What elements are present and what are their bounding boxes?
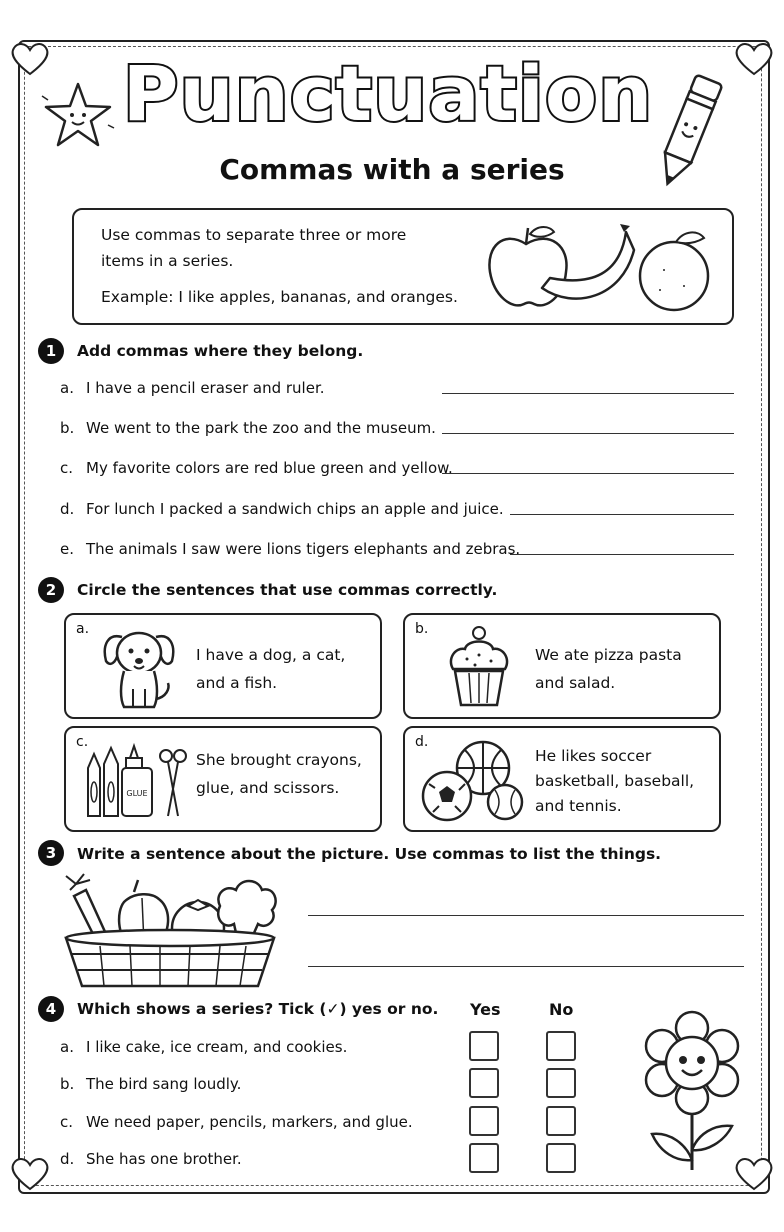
answer-line-1e[interactable]	[510, 554, 734, 555]
no-checkbox-a[interactable]	[546, 1031, 576, 1061]
section-4-number: 4	[38, 996, 64, 1022]
exercise-4d: d. She has one brother.	[60, 1150, 242, 1168]
heart-icon	[10, 40, 50, 76]
sentence-card-c[interactable]	[64, 726, 382, 832]
vegetable-basket-icon	[60, 872, 280, 990]
sentence-card-a[interactable]	[64, 613, 382, 719]
section-4-title: Which shows a series? Tick (✓) yes or no.	[77, 1000, 439, 1018]
rule-box	[72, 208, 734, 325]
card-sentence: I have a dog, a cat, and a fish.	[196, 646, 346, 692]
school-supplies-icon	[84, 744, 188, 822]
page-title	[118, 42, 658, 142]
section-1-title: Add commas where they belong.	[77, 342, 364, 360]
card-sentence: We ate pizza pasta and salad.	[535, 646, 682, 692]
sentence-card-d[interactable]	[403, 726, 721, 832]
section-3-number: 3	[38, 840, 64, 866]
exercise-1a: a. I have a pencil eraser and ruler.	[60, 379, 325, 397]
rule-line-2: items in a series.	[101, 252, 234, 270]
card-letter: b.	[415, 621, 429, 637]
no-checkbox-c[interactable]	[546, 1106, 576, 1136]
column-no-header: No	[549, 1000, 574, 1019]
card-letter: a.	[76, 621, 90, 637]
section-2-number: 2	[38, 577, 64, 603]
section-3-title: Write a sentence about the picture. Use commas to list the things.	[77, 845, 662, 863]
no-checkbox-b[interactable]	[546, 1068, 576, 1098]
exercise-4b: b. The bird sang loudly.	[60, 1075, 242, 1093]
exercise-1d: d. For lunch I packed a sandwich chips an apple and juice.	[60, 500, 504, 518]
heart-icon	[10, 1155, 50, 1191]
answer-line-3-2[interactable]	[308, 966, 744, 967]
smiling-star-icon	[40, 78, 116, 154]
yes-checkbox-c[interactable]	[469, 1106, 499, 1136]
svg-text:GLUE: GLUE	[126, 789, 148, 798]
cupcake-icon	[445, 623, 513, 709]
exercise-1c: c. My favorite colors are red blue green and yellow.	[60, 459, 453, 477]
heart-icon	[734, 40, 774, 76]
dog-icon	[100, 623, 178, 711]
section-1-number: 1	[38, 338, 64, 364]
answer-line-3-1[interactable]	[308, 915, 744, 916]
answer-line-1b[interactable]	[442, 433, 734, 434]
smiling-flower-icon	[636, 1010, 748, 1172]
card-sentence: She brought crayons, glue, and scissors.	[196, 751, 362, 797]
rule-example: Example: I like apples, bananas, and oranges.	[101, 288, 458, 306]
exercise-4a: a. I like cake, ice cream, and cookies.	[60, 1038, 348, 1056]
yes-checkbox-d[interactable]	[469, 1143, 499, 1173]
sentence-card-b[interactable]	[403, 613, 721, 719]
answer-line-1d[interactable]	[510, 514, 734, 515]
sports-balls-icon	[421, 738, 525, 822]
answer-line-1a[interactable]	[442, 393, 734, 394]
svg-text:Punctuation: Punctuation	[122, 49, 654, 138]
answer-line-1c[interactable]	[442, 473, 734, 474]
exercise-1e: e. The animals I saw were lions tigers elephants and zebras.	[60, 540, 521, 558]
yes-checkbox-a[interactable]	[469, 1031, 499, 1061]
card-letter: d.	[415, 734, 429, 750]
exercise-4c: c. We need paper, pencils, markers, and glue.	[60, 1113, 413, 1131]
column-yes-header: Yes	[470, 1000, 501, 1019]
card-letter: c.	[76, 734, 89, 750]
section-2-title: Circle the sentences that use commas correctly.	[77, 581, 498, 599]
fruit-illustration	[484, 220, 719, 312]
orange-icon	[640, 232, 708, 310]
exercise-1b: b. We went to the park the zoo and the museum.	[60, 419, 436, 437]
no-checkbox-d[interactable]	[546, 1143, 576, 1173]
rule-line-1: Use commas to separate three or more	[101, 226, 407, 244]
yes-checkbox-b[interactable]	[469, 1068, 499, 1098]
card-sentence: He likes soccer basketball, baseball, and tennis.	[535, 747, 695, 815]
page-subtitle: Commas with a series	[219, 153, 565, 186]
